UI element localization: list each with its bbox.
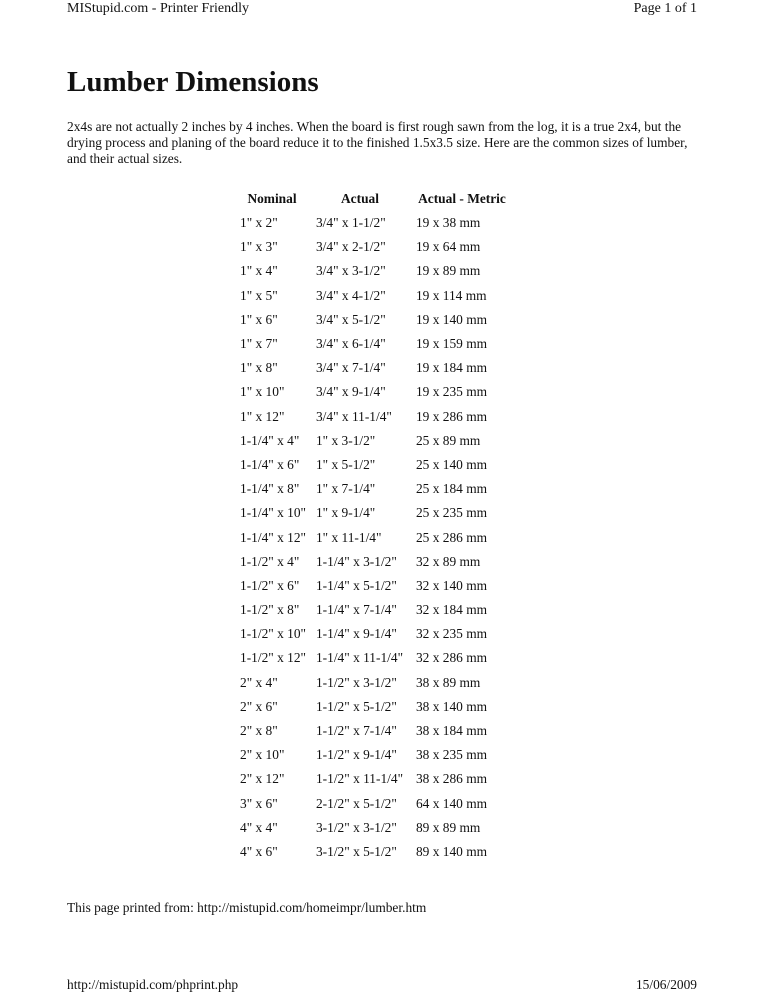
- cell-nominal: 1-1/4" x 10": [240, 505, 306, 521]
- cell-actual: 3/4" x 3-1/2": [315, 263, 386, 279]
- cell-metric: 89 x 89 mm: [415, 819, 481, 835]
- cell-actual: 1-1/4" x 11-1/4": [315, 650, 404, 666]
- cell-metric: 32 x 235 mm: [415, 626, 488, 642]
- cell-metric: 38 x 140 mm: [415, 698, 488, 714]
- cell-nominal: 3" x 6": [240, 795, 278, 811]
- table-row: [234, 356, 514, 380]
- cell-nominal: 1" x 6": [240, 311, 278, 327]
- table-row: [234, 525, 514, 549]
- cell-actual: 1-1/2" x 9-1/4": [315, 747, 397, 763]
- cell-nominal: 2" x 12": [240, 771, 285, 787]
- header-actual-metric: Actual - Metric: [418, 190, 506, 206]
- table-row: [234, 477, 514, 501]
- table-header-row: [234, 186, 514, 211]
- table-row: [234, 792, 514, 816]
- cell-nominal: 4" x 6": [240, 843, 278, 859]
- cell-metric: 19 x 38 mm: [415, 215, 481, 231]
- cell-metric: 19 x 114 mm: [415, 287, 487, 303]
- cell-actual: 3/4" x 7-1/4": [315, 360, 386, 376]
- cell-nominal: 2" x 4": [240, 674, 278, 690]
- cell-metric: 19 x 286 mm: [415, 408, 488, 424]
- cell-nominal: 1" x 7": [240, 336, 278, 352]
- cell-nominal: 1-1/2" x 8": [240, 602, 300, 618]
- cell-nominal: 1" x 2": [240, 215, 278, 231]
- cell-metric: 32 x 184 mm: [415, 602, 488, 618]
- cell-actual: 1-1/4" x 3-1/2": [315, 553, 397, 569]
- header-page-number: Page 1 of 1: [633, 1, 697, 16]
- cell-nominal: 1-1/4" x 8": [240, 481, 300, 497]
- table-row: [234, 453, 514, 477]
- cell-actual: 1-1/4" x 5-1/2": [315, 577, 397, 593]
- cell-nominal: 1-1/2" x 10": [240, 626, 306, 642]
- cell-actual: 1-1/4" x 9-1/4": [315, 626, 397, 642]
- cell-actual: 3/4" x 11-1/4": [315, 408, 392, 424]
- table-row: [234, 574, 514, 598]
- cell-nominal: 1" x 4": [240, 263, 278, 279]
- table-row: [234, 695, 514, 719]
- cell-actual: 3-1/2" x 3-1/2": [315, 819, 397, 835]
- cell-actual: 1-1/2" x 5-1/2": [315, 698, 397, 714]
- cell-metric: 19 x 184 mm: [415, 360, 488, 376]
- cell-nominal: 1-1/2" x 6": [240, 577, 300, 593]
- cell-metric: 38 x 286 mm: [415, 771, 488, 787]
- cell-nominal: 1" x 12": [240, 408, 285, 424]
- cell-actual: 1" x 5-1/2": [315, 456, 376, 472]
- cell-metric: 19 x 140 mm: [415, 311, 488, 327]
- cell-actual: 3/4" x 5-1/2": [315, 311, 386, 327]
- table-row: [234, 332, 514, 356]
- cell-actual: 1-1/2" x 7-1/4": [315, 723, 397, 739]
- cell-metric: 19 x 89 mm: [415, 263, 481, 279]
- table-row: [234, 429, 514, 453]
- table-row: [234, 550, 514, 574]
- cell-actual: 1-1/4" x 7-1/4": [315, 602, 397, 618]
- table-row: [234, 259, 514, 283]
- page-title: Lumber Dimensions: [67, 66, 319, 98]
- cell-nominal: 2" x 10": [240, 747, 285, 763]
- cell-actual: 1" x 11-1/4": [315, 529, 382, 545]
- table-row: [234, 235, 514, 259]
- table-row: [234, 308, 514, 332]
- table-row: [234, 284, 514, 308]
- cell-metric: 32 x 140 mm: [415, 577, 488, 593]
- table-row: [234, 211, 514, 235]
- cell-actual: 3/4" x 6-1/4": [315, 336, 386, 352]
- cell-metric: 25 x 89 mm: [415, 432, 481, 448]
- header-actual: Actual: [341, 190, 379, 206]
- cell-nominal: 1" x 10": [240, 384, 285, 400]
- cell-actual: 1-1/2" x 3-1/2": [315, 674, 397, 690]
- table-row: [234, 816, 514, 840]
- cell-actual: 2-1/2" x 5-1/2": [315, 795, 397, 811]
- table-row: [234, 767, 514, 791]
- table-row: [234, 840, 514, 864]
- cell-nominal: 1-1/2" x 4": [240, 553, 300, 569]
- cell-metric: 32 x 89 mm: [415, 553, 481, 569]
- cell-nominal: 1-1/4" x 12": [240, 529, 306, 545]
- table-row: [234, 501, 514, 525]
- table-row: [234, 622, 514, 646]
- cell-metric: 32 x 286 mm: [415, 650, 488, 666]
- lumber-table: [234, 186, 514, 864]
- table-row: [234, 743, 514, 767]
- header-site-title: MIStupid.com - Printer Friendly: [67, 1, 249, 16]
- footer-url: http://mistupid.com/phprint.php: [67, 977, 239, 992]
- cell-metric: 38 x 235 mm: [415, 747, 488, 763]
- cell-nominal: 2" x 6": [240, 698, 278, 714]
- cell-actual: 1" x 7-1/4": [315, 481, 376, 497]
- cell-nominal: 1" x 8": [240, 360, 278, 376]
- cell-actual: 1" x 3-1/2": [315, 432, 376, 448]
- table-row: [234, 405, 514, 429]
- cell-nominal: 2" x 8": [240, 723, 278, 739]
- cell-actual: 1-1/2" x 11-1/4": [315, 771, 404, 787]
- table-row: [234, 646, 514, 670]
- cell-metric: 25 x 140 mm: [415, 456, 488, 472]
- cell-actual: 3/4" x 1-1/2": [315, 215, 386, 231]
- printed-from-note: This page printed from: http://mistupid.com/homeimpr/lumber.htm: [67, 900, 427, 915]
- table-row: [234, 671, 514, 695]
- cell-metric: 38 x 89 mm: [415, 674, 481, 690]
- cell-metric: 38 x 184 mm: [415, 723, 488, 739]
- table-row: [234, 598, 514, 622]
- cell-metric: 25 x 235 mm: [415, 505, 488, 521]
- table-row: [234, 719, 514, 743]
- intro-paragraph: 2x4s are not actually 2 inches by 4 inches. When the board is first rough sawn from the log, it is a true 2x4, but the drying process and planing of the board reduce it to the finished 1.5x3.5 size. Here are the common sizes of lumber, and their actual sizes.: [67, 119, 688, 166]
- cell-actual: 3/4" x 4-1/2": [315, 287, 386, 303]
- cell-nominal: 1" x 3": [240, 239, 278, 255]
- cell-nominal: 4" x 4": [240, 819, 278, 835]
- cell-nominal: 1-1/4" x 6": [240, 456, 300, 472]
- cell-metric: 25 x 286 mm: [415, 529, 488, 545]
- cell-actual: 3/4" x 9-1/4": [315, 384, 386, 400]
- cell-nominal: 1" x 5": [240, 287, 278, 303]
- cell-nominal: 1-1/2" x 12": [240, 650, 306, 666]
- header-nominal: Nominal: [247, 190, 297, 206]
- cell-metric: 19 x 235 mm: [415, 384, 488, 400]
- cell-actual: 1" x 9-1/4": [315, 505, 376, 521]
- cell-nominal: 1-1/4" x 4": [240, 432, 300, 448]
- cell-actual: 3/4" x 2-1/2": [315, 239, 386, 255]
- cell-metric: 25 x 184 mm: [415, 481, 488, 497]
- cell-actual: 3-1/2" x 5-1/2": [315, 843, 397, 859]
- table-body: [234, 211, 514, 864]
- footer-date: 15/06/2009: [635, 977, 697, 992]
- table-row: [234, 380, 514, 404]
- cell-metric: 19 x 64 mm: [415, 239, 481, 255]
- cell-metric: 64 x 140 mm: [415, 795, 488, 811]
- cell-metric: 19 x 159 mm: [415, 336, 488, 352]
- cell-metric: 89 x 140 mm: [415, 843, 488, 859]
